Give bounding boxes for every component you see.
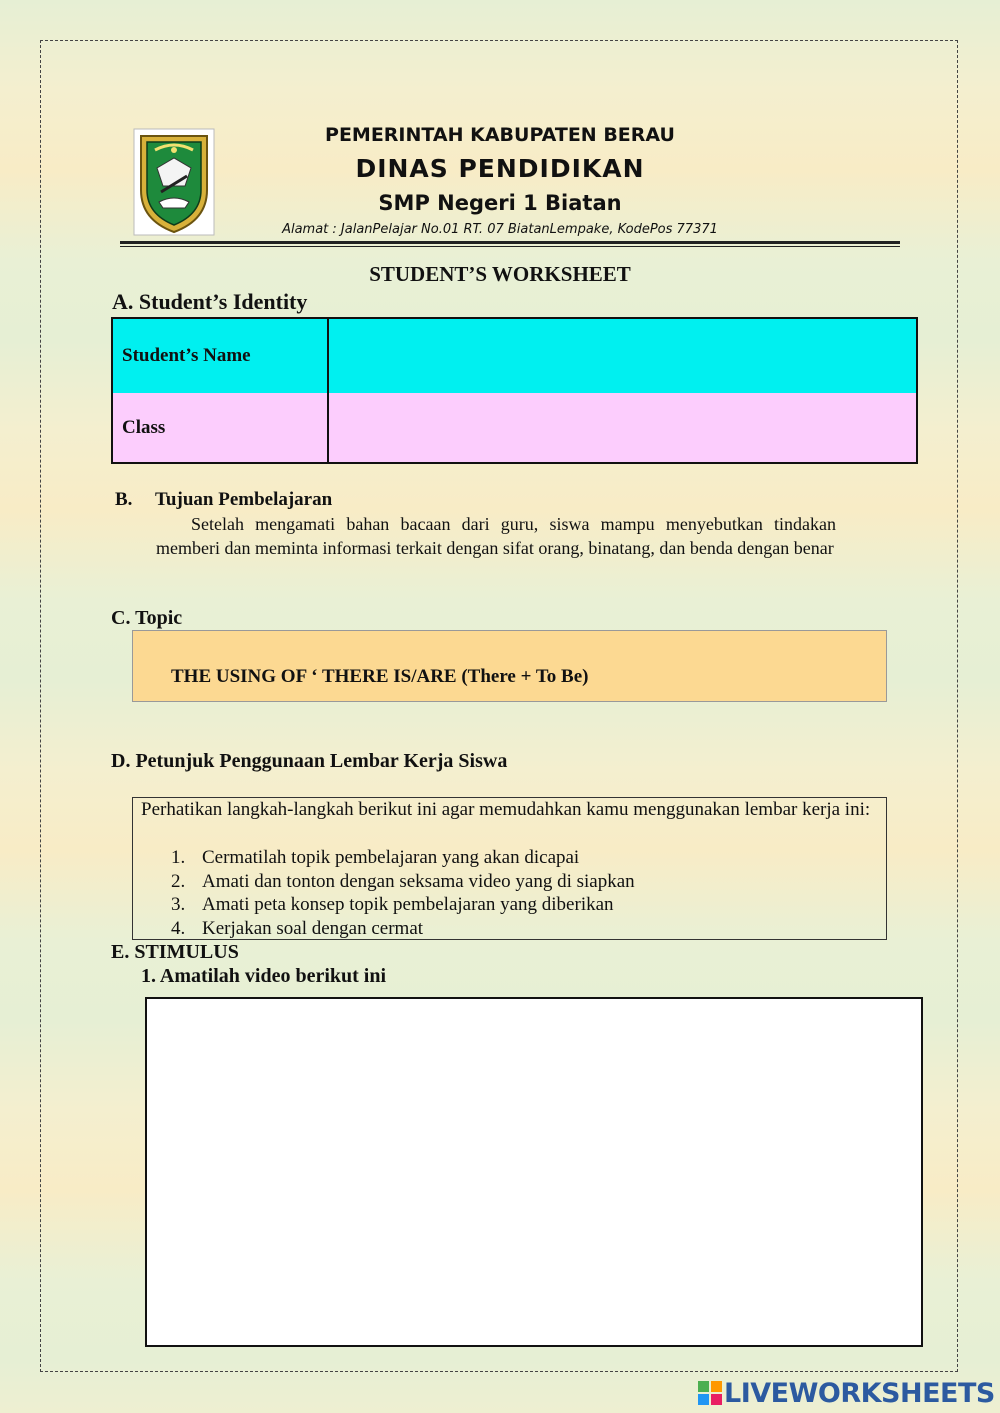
list-item: 4. Kerjakan soal dengan cermat [171, 917, 424, 939]
stimulus-item-1: 1. Amatilah video berikut ini [141, 965, 387, 987]
identity-table [111, 317, 918, 464]
learning-objective-text [156, 513, 836, 560]
section-d-heading: D. Petunjuk Penggunaan Lembar Kerja Siswa [111, 750, 508, 772]
liveworksheets-icon [698, 1381, 722, 1405]
list-item: 1. Cermatilah topik pembelajaran yang akan dicapai [171, 847, 580, 868]
section-c-heading: C. Topic [111, 607, 183, 629]
section-b-number: B. [115, 489, 133, 510]
brand-text: LIVEWORKSHEETS [724, 1377, 995, 1409]
section-b-title: Tujuan Pembelajaran [155, 489, 333, 510]
school-address: Alamat : JalanPelajar No.01 RT. 07 BiatanLempake, KodePos 77371 [282, 222, 718, 237]
class-field[interactable] [329, 393, 916, 462]
liveworksheets-logo[interactable] [698, 1377, 995, 1409]
student-name-field[interactable] [329, 319, 916, 393]
list-item: 3. Amati peta konsep topik pembelajaran yang diberikan [171, 894, 614, 915]
student-name-label: Student’s Name [113, 319, 329, 393]
department-name: DINAS PENDIDIKAN [355, 154, 645, 183]
header-rule-thin [120, 246, 900, 247]
list-item: 2. Amati dan tonton dengan seksama video yang di siapkan [171, 870, 635, 892]
government-name: PEMERINTAH KABUPATEN BERAU [325, 124, 675, 146]
worksheet-title: STUDENT’S WORKSHEET [369, 262, 631, 286]
student-name-row [113, 319, 916, 393]
header-rule-thick [120, 241, 900, 244]
class-label: Class [113, 393, 329, 462]
learning-objective-body: Setelah mengamati bahan bacaan dari guru, siswa mampu menyebutkan tindakan memberi dan meminta informasi terkait dengan sifat orang, binatang, dan benda dengan benar [156, 514, 836, 558]
section-a-heading: A. Student’s Identity [112, 289, 308, 314]
section-b-heading [115, 489, 332, 511]
school-name: SMP Negeri 1 Biatan [378, 191, 622, 215]
video-embed[interactable] [145, 997, 923, 1347]
topic-text: THE USING OF ‘ THERE IS/ARE (There + To Be) [171, 666, 589, 687]
instructions-list [171, 846, 635, 940]
instructions-intro: Perhatikan langkah-langkah berikut ini agar memudahkan kamu menggunakan lembar kerja ini: [141, 799, 871, 820]
class-row [113, 393, 916, 462]
section-e-heading: E. STIMULUS [111, 941, 239, 963]
